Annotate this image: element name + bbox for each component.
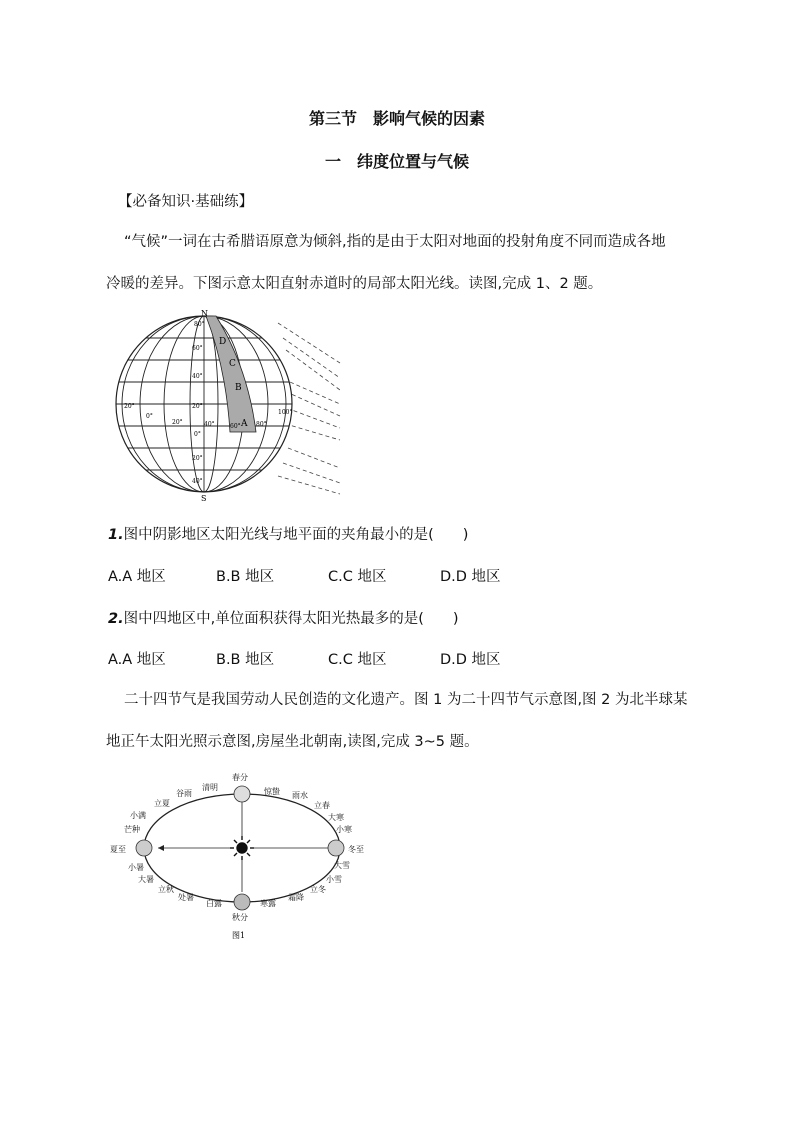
question-text: 图中阴影地区太阳光线与地平面的夹角最小的是( ) [123,527,469,543]
intro2-line-2: 地正午太阳光照示意图,房屋坐北朝南,读图,完成 3~5 题。 [106,734,479,750]
pole-s-label: S [201,494,207,503]
term-label: 清明 [202,783,218,792]
solar-terms-figure [108,768,378,943]
intro-paragraph [106,221,726,305]
intro-line-2: 冷暖的差异。下图示意太阳直射赤道时的局部太阳光线。读图,完成 1、2 题。 [106,276,603,292]
term-label: 大寒 [328,813,344,822]
term-label: 处暑 [178,893,194,902]
term-label: 寒露 [260,899,276,908]
area-d-label: D [219,337,227,347]
term-label: 小寒 [336,825,352,834]
lat-label: 0° [194,431,201,438]
intro2-paragraph [106,679,726,763]
sun-icon [230,836,254,860]
term-label: 立冬 [310,885,326,894]
option-c[interactable]: C.C 地区 [328,569,387,585]
term-label: 春分 [232,773,248,782]
term-label: 白露 [206,899,222,908]
lat-label: 80° [194,321,205,328]
lat-label: 40° [192,478,203,485]
term-label: 立夏 [154,799,170,808]
term-label: 雨水 [292,791,308,800]
question-text: 图中四地区中,单位面积获得太阳光热最多的是( ) [123,611,459,627]
option-a[interactable]: A.A 地区 [108,652,166,668]
lat-label: 20° [192,455,203,462]
term-label: 冬至 [348,845,364,854]
page-title: 第三节 影响气候的因素 [308,109,485,128]
term-label: 小暑 [128,863,144,872]
lon-label: 80° [256,421,267,428]
lon-label: 60° [230,423,241,430]
lon-label: 0° [146,413,153,420]
section-subtitle: 一 纬度位置与气候 [324,152,469,171]
term-label: 小雪 [326,875,342,884]
pole-n-label: N [201,309,208,318]
question-number: 1. [108,527,124,543]
section-tag: 【必备知识·基础练】 [118,194,254,210]
lon-label: 40° [204,421,215,428]
question-2 [108,607,459,628]
term-label: 立春 [314,801,330,810]
area-b-label: B [235,383,242,393]
option-c[interactable]: C.C 地区 [328,652,387,668]
question-1 [108,523,468,544]
option-a[interactable]: A.A 地区 [108,569,166,585]
intro-line-1: “气候”一词在古希腊语原意为倾斜,指的是由于太阳对地面的投射角度不同而造成各地 [124,234,666,250]
question-number: 2. [108,611,124,627]
lat-label: 40° [192,373,203,380]
lon-label: 20° [172,419,183,426]
term-label: 立秋 [158,885,174,894]
lon-label: 20° [124,403,135,410]
term-label: 大暑 [138,875,154,884]
intro2-line-1: 二十四节气是我国劳动人民创造的文化遗产。图 1 为二十四节气示意图,图 2 为北半球某 [124,692,688,708]
option-b[interactable]: B.B 地区 [216,652,275,668]
term-label: 夏至 [110,845,126,854]
term-label: 小满 [130,811,146,820]
option-b[interactable]: B.B 地区 [216,569,275,585]
option-d[interactable]: D.D 地区 [440,652,501,668]
lat-label: 20° [192,403,203,410]
term-label: 惊蛰 [264,787,280,796]
globe-figure [108,308,348,503]
area-c-label: C [229,359,236,369]
option-d[interactable]: D.D 地区 [440,569,501,585]
term-label: 大雪 [334,861,350,870]
term-label: 谷雨 [176,789,192,798]
term-label: 秋分 [232,913,248,922]
figure-caption: 图1 [232,931,246,940]
lat-label: 60° [192,345,203,352]
term-label: 芒种 [124,825,140,834]
term-label: 霜降 [288,893,304,902]
lon-label: 100° [278,409,293,416]
area-a-label: A [241,419,248,429]
